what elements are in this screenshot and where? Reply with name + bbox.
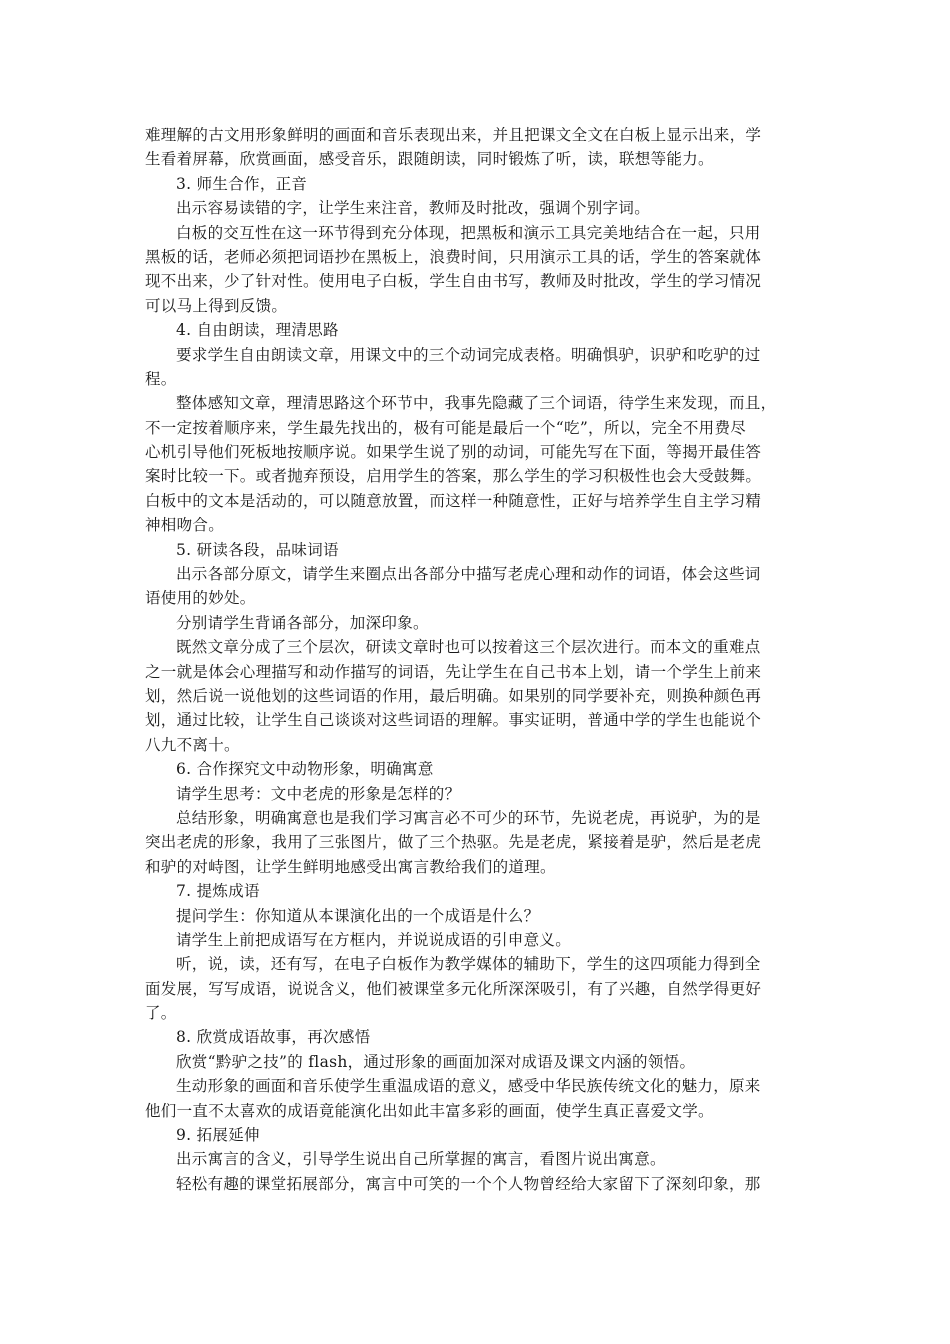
text-line: 9. 拓展延伸 bbox=[176, 1126, 260, 1145]
text-line: 他们一直不太喜欢的成语竟能演化出如此丰富多彩的画面，使学生真正喜爱文学。 bbox=[145, 1101, 714, 1120]
text-line: 划，然后说一说他划的这些词语的作用，最后明确。如果别的同学要补充，则换种颜色再 bbox=[145, 686, 762, 705]
text-line: 八九不离十。 bbox=[145, 735, 240, 754]
text-line: 心机引导他们死板地按顺序说。如果学生说了别的动词，可能先写在下面，等揭开最佳答 bbox=[145, 443, 762, 462]
text-line: 3. 师生合作，正音 bbox=[176, 174, 308, 193]
text-line: 总结形象，明确寓意也是我们学习寓言必不可少的环节，先说老虎，再说驴，为的是 bbox=[176, 808, 761, 827]
text-line: 了。 bbox=[145, 1004, 177, 1023]
text-line: 神相吻合。 bbox=[145, 516, 225, 535]
text-line: 生看着屏幕，欣赏画面，感受音乐，跟随朗读，同时锻炼了听，读，联想等能力。 bbox=[145, 150, 714, 169]
text-line: 分别请学生背诵各部分，加深印象。 bbox=[176, 613, 429, 632]
text-line: 出示容易读错的字，让学生来注音，教师及时批改，强调个别字词。 bbox=[176, 199, 651, 218]
text-line: 划，通过比较，让学生自己谈谈对这些词语的理解。事实证明，普通中学的学生也能说个 bbox=[145, 711, 762, 730]
text-line: 听，说，读，还有写，在电子白板作为教学媒体的辅助下，学生的这四项能力得到全 bbox=[176, 955, 761, 974]
text-line: 白板中的文本是活动的，可以随意放置，而这样一种随意性，正好与培养学生自主学习精 bbox=[145, 491, 762, 510]
text-line: 6. 合作探究文中动物形象，明确寓意 bbox=[176, 760, 434, 779]
text-line: 难理解的古文用形象鲜明的画面和音乐表现出来，并且把课文全文在白板上显示出来，学 bbox=[145, 126, 762, 144]
text-line: 出示各部分原文，请学生来圈点出各部分中描写老虎心理和动作的词语，体会这些词 bbox=[176, 565, 761, 584]
text-line: 程。 bbox=[145, 369, 177, 388]
text-line: 语使用的妙处。 bbox=[145, 589, 256, 608]
text-line: 现不出来，少了针对性。使用电子白板，学生自由书写，教师及时批改，学生的学习情况 bbox=[145, 272, 762, 291]
text-line: 出示寓言的含义，引导学生说出自己所掌握的寓言，看图片说出寓意。 bbox=[176, 1150, 666, 1169]
text-line: 之一就是体会心理描写和动作描写的词语，先让学生在自己书本上划，请一个学生上前来 bbox=[145, 662, 762, 681]
text-line: 轻松有趣的课堂拓展部分，寓言中可笑的一个个人物曾经给大家留下了深刻印象，那 bbox=[176, 1174, 761, 1193]
text-line: 提问学生：你知道从本课演化出的一个成语是什么？ bbox=[176, 906, 540, 925]
text-line: 7. 提炼成语 bbox=[176, 882, 260, 901]
text-line: 不一定按着顺序来，学生最先找出的，极有可能是最后一个“吃”，所以，完全不用费尽 bbox=[145, 418, 747, 437]
text-line: 请学生思考：文中老虎的形象是怎样的？ bbox=[176, 784, 461, 803]
text-line: 和驴的对峙图，让学生鲜明地感受出寓言教给我们的道理。 bbox=[145, 857, 556, 876]
text-line: 面发展，写写成语，说说含义，他们被课堂多元化所深深吸引，有了兴趣，自然学得更好 bbox=[145, 979, 762, 998]
text-line: 5. 研读各段，品味词语 bbox=[176, 540, 339, 559]
document-body bbox=[145, 123, 810, 1196]
text-line: 8. 欣赏成语故事，再次感悟 bbox=[176, 1028, 371, 1047]
text-line: 请学生上前把成语写在方框内，并说说成语的引申意义。 bbox=[176, 930, 572, 949]
text-line: 既然文章分成了三个层次，研读文章时也可以按着这三个层次进行。而本文的重难点 bbox=[176, 638, 761, 657]
text-line: 整体感知文章，理清思路这个环节中，我事先隐藏了三个词语，待学生来发现，而且， bbox=[176, 394, 777, 413]
text-line: 欣赏“黔驴之技”的 flash，通过形象的画面加深对成语及课文内涵的领悟。 bbox=[176, 1052, 696, 1071]
text-line: 突出老虎的形象，我用了三张图片，做了三个热驱。先是老虎，紧接着是驴，然后是老虎 bbox=[145, 833, 762, 852]
text-line: 黑板的话，老师必须把词语抄在黑板上，浪费时间，只用演示工具的话，学生的答案就体 bbox=[145, 247, 762, 266]
text-line: 案时比较一下。或者抛弃预设，启用学生的答案，那么学生的学习积极性也会大受鼓舞。 bbox=[145, 467, 762, 486]
text-line: 生动形象的画面和音乐使学生重温成语的意义，感受中华民族传统文化的魅力，原来 bbox=[176, 1077, 761, 1096]
text-line: 可以马上得到反馈。 bbox=[145, 296, 288, 315]
text-line: 要求学生自由朗读文章，用课文中的三个动词完成表格。明确惧驴，识驴和吃驴的过 bbox=[176, 345, 761, 364]
text-line: 白板的交互性在这一环节得到充分体现，把黑板和演示工具完美地结合在一起，只用 bbox=[176, 223, 761, 242]
text-line: 4. 自由朗读，理清思路 bbox=[176, 321, 339, 340]
